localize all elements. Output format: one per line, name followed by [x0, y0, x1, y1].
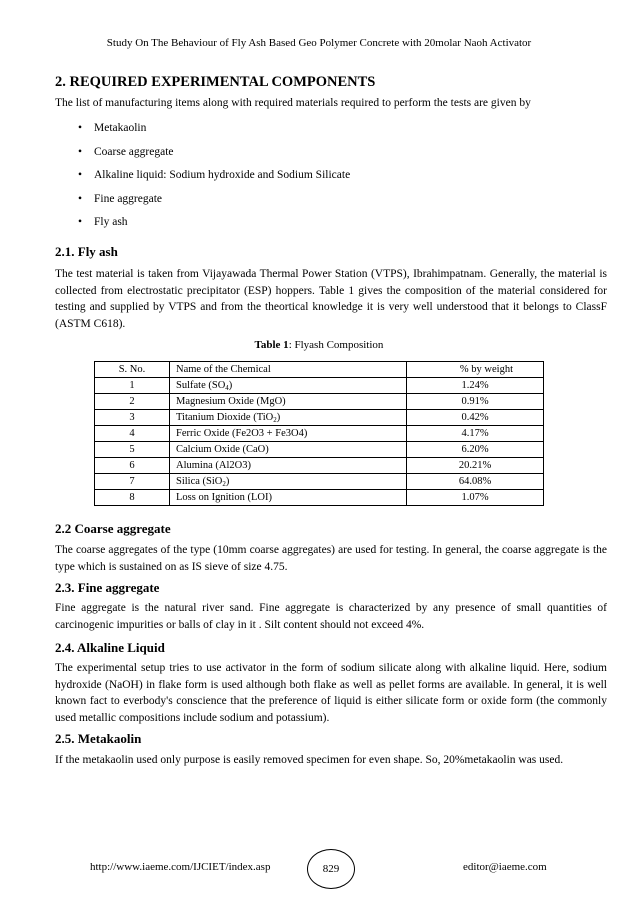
fine-heading: 2.3. Fine aggregate — [55, 580, 160, 595]
coarse-heading: 2.2 Coarse aggregate — [55, 521, 171, 536]
flyash-heading: 2.1. Fly ash — [55, 244, 118, 259]
coarse-paragraph: The coarse aggregates of the type (10mm coarse aggregates) are used for testing. In general, the coarse aggregate is the type which is sustained on as IS sieve of size 4.75. — [55, 544, 607, 573]
running-header: Study On The Behaviour of Fly Ash Based Geo Polymer Concrete with 20molar Naoh Activator — [106, 37, 532, 49]
table-row: 8 Loss on Ignition (LOI) 1.07% — [95, 490, 544, 506]
table-row: 1 Sulfate $(SO_4)$ 1.24% — [95, 378, 544, 394]
column-header: Name of the Chemical — [170, 362, 407, 378]
list-item: • Coarse aggregate — [78, 145, 174, 158]
flyash-composition-table — [94, 361, 544, 506]
journal-url-link[interactable]: http://www.iaeme.com/IJCIET/index.asp — [90, 861, 271, 873]
flyash-paragraph: The test material is taken from Vijayawada Thermal Power Station (VTPS), Ibrahimpatnam. Generally, the material is collected from electrostatic precipitator (ESP) hoppers. Table 1 gives the composition of the material considered for testing and supplied by VTPS and from the theortical knowledge it is very well understood that it belongs to ClassF (ASTM C618). — [55, 268, 607, 331]
table-row: 3 Titanium Dioxide (TiO$_2$) 0.42% — [95, 410, 544, 426]
metakaolin-paragraph: If the metakaolin used only purpose is easily removed specimen for even shape. So, 20%metakaolin was used. — [55, 754, 564, 766]
page-footer — [0, 849, 638, 889]
fine-paragraph: Fine aggregate is the natural river sand. Fine aggregate is characterized by any presence of small quantities of carcinogenic impurities or balls of clay in it . Silt content should not exceed 4%. — [55, 602, 607, 631]
section-intro: The list of manufacturing items along with required materials required to perform the tests are given by — [55, 97, 531, 109]
table-row: 6 Alumina (Al2O3) 20.21% — [95, 458, 544, 474]
table-row: 4 Ferric Oxide (Fe2O3 + Fe3O4) 4.17% — [95, 426, 544, 442]
list-item: • Alkaline liquid: Sodium hydroxide and Sodium Silicate — [78, 169, 351, 181]
list-item: • Fly ash — [78, 216, 128, 228]
column-header: S. No. — [95, 362, 170, 378]
page-number: 829 — [307, 849, 355, 889]
list-item: • Metakaolin — [78, 122, 147, 134]
alkaline-heading: 2.4. Alkaline Liquid — [55, 640, 165, 655]
table-header-row — [95, 362, 544, 378]
components-list — [78, 121, 350, 239]
alkaline-paragraph: The experimental setup tries to use activator in the form of sodium silicate along with alkaline liquid. Here, sodium hydroxide (NaOH) in flake form is used although both flake as well as pellet forms are available. In general, it is well known fact to everbody's conscience that the preference of liquid is either silicate form or oxide form (the commonly used metallic compositions include sodium and potassium). — [55, 662, 607, 725]
table-caption: Table 1: Flyash Composition — [254, 339, 384, 351]
table-row: 5 Calcium Oxide (CaO) 6.20% — [95, 442, 544, 458]
metakaolin-heading: 2.5. Metakaolin — [55, 731, 142, 746]
section-heading: 2. REQUIRED EXPERIMENTAL COMPONENTS — [55, 74, 376, 90]
table-row: 2 Magnesium Oxide (MgO) 0.91% — [95, 394, 544, 410]
column-header: % by weight — [407, 362, 544, 378]
editor-email-link[interactable]: editor@iaeme.com — [463, 861, 547, 873]
table-row: 7 Silica (SiO$_2$) 64.08% — [95, 474, 544, 490]
list-item: • Fine aggregate — [78, 192, 163, 205]
